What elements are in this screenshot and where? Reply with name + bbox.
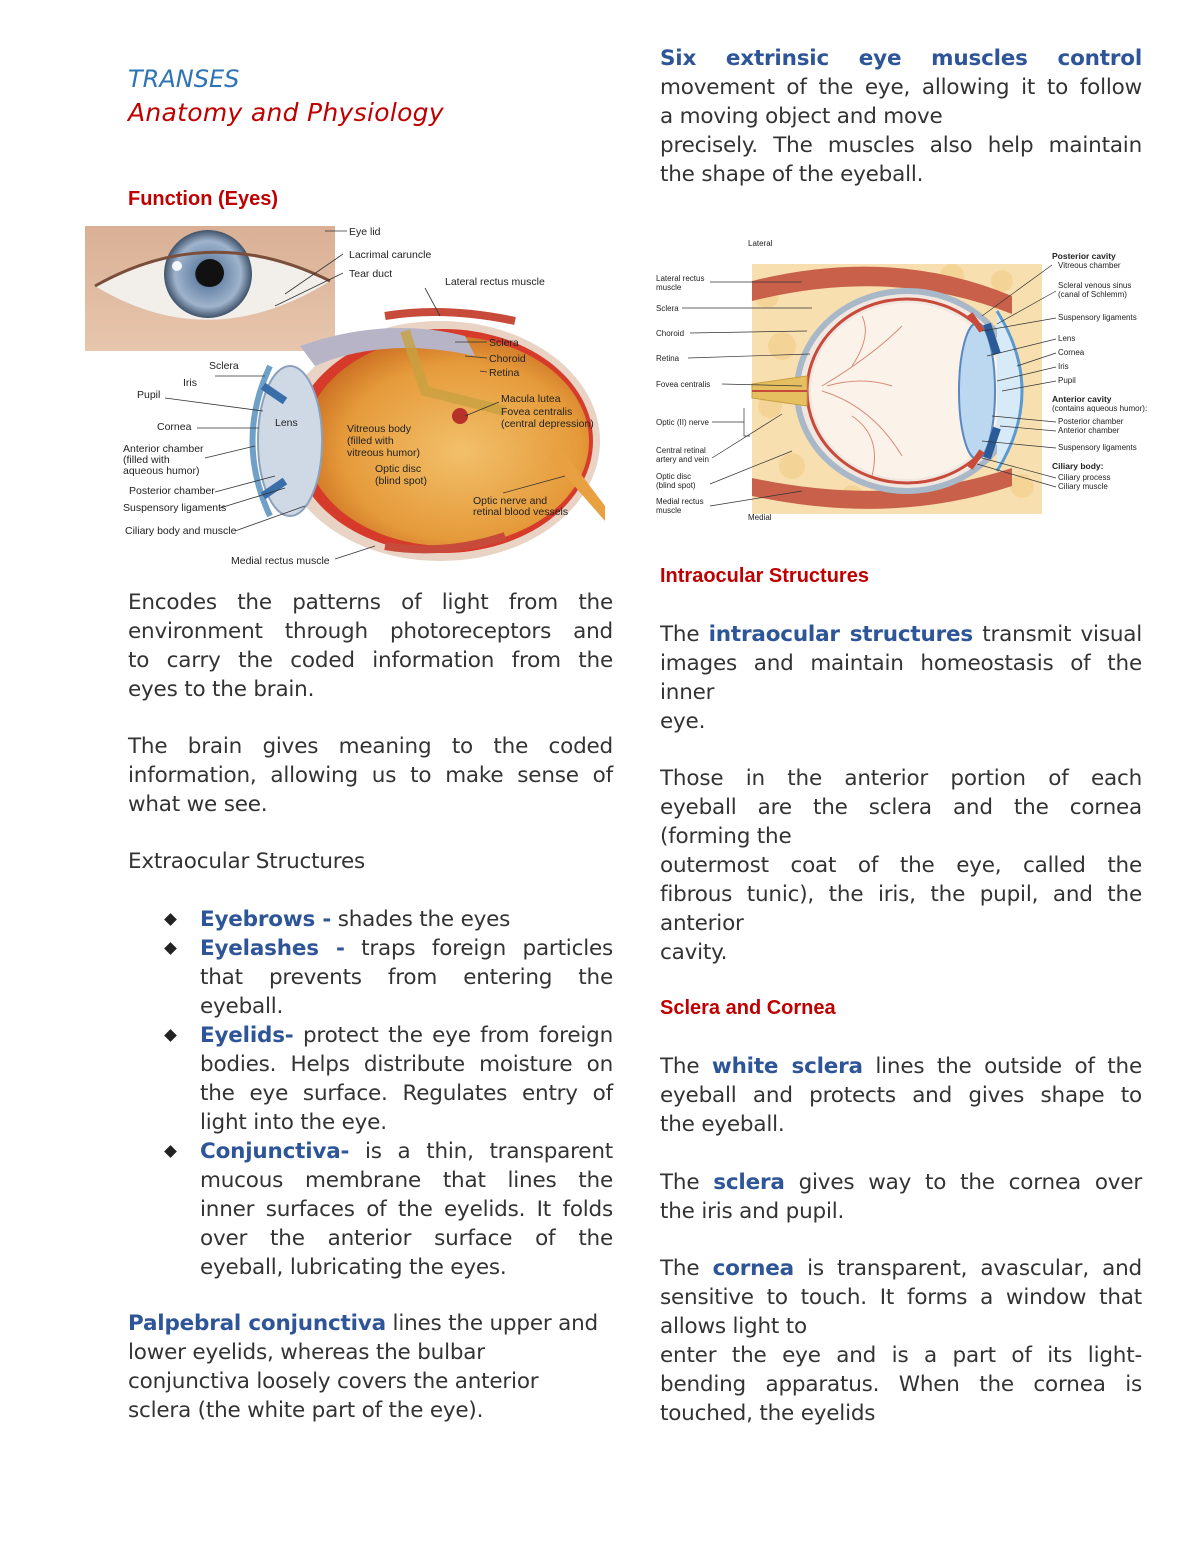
text-line: eyes to the brain. [128, 677, 315, 702]
diamond-bullet-icon [164, 913, 177, 926]
label-sclera-top: Sclera [489, 337, 519, 349]
label-scleral2: (canal of Schlemm) [1058, 290, 1127, 299]
text-line: allows light to [660, 1314, 807, 1339]
function-heading: Function (Eyes) [128, 188, 279, 210]
label-ant3: aqueous humor) [123, 465, 200, 477]
label-central2: artery and vein [656, 455, 709, 464]
text-line: Those in the anterior portion of each [660, 766, 1142, 791]
label-optic-nerve: Optic (II) nerve [656, 418, 709, 427]
cornea-paragraph: The cornea is transparent, avascular, and sensitive to touch. It forms a window that allows light to enter the eye and is a part of its light- bending apparatus. When the cornea is touched, the eyelids [660, 1256, 1142, 1426]
eye-cross-section-diagram [652, 236, 1162, 526]
text-line: (forming the [660, 824, 792, 849]
text-line: eyeball and protects and gives shape to [660, 1083, 1142, 1108]
label-choroid: Choroid [656, 329, 685, 338]
white-sclera-paragraph: The white sclera lines the outside of the eyeball and protects and gives shape to the eyeball. [660, 1054, 1142, 1137]
text-line: the shape of the eyeball. [660, 162, 924, 187]
label-optic-disc1: Optic disc [375, 463, 422, 475]
text-line: inner [660, 680, 715, 705]
palpebral-term: Palpebral conjunctiva [128, 1311, 386, 1336]
label-ant-cavity2: (contains aqueous humor): [1052, 404, 1148, 413]
label-fovea1: Fovea centralis [501, 406, 573, 418]
label-eyelid: Eye lid [349, 226, 381, 238]
list-item: Eyelids- protect the eye from foreign bodies. Helps distribute moisture on the eye surface. Regulates entry of light into the eye. [128, 1021, 613, 1137]
text-line: movement of the eye, allowing it to follow [660, 75, 1142, 100]
label-ant-chamber: Anterior chamber [1058, 426, 1120, 435]
text-line: touched, the eyelids [660, 1401, 876, 1426]
label-retina: Retina [656, 354, 680, 363]
label-optic-disc2: (blind spot) [375, 475, 427, 487]
text-line: environment through photoreceptors and [128, 619, 613, 644]
doc-title: TRANSES [128, 65, 240, 93]
label-lens: Lens [1058, 334, 1076, 343]
text-line: sclera (the white part of the eye). [128, 1398, 484, 1423]
white-sclera-term: white sclera [711, 1054, 863, 1079]
label-disc2: (blind spot) [656, 481, 696, 490]
label-lateral: Lateral [748, 239, 773, 248]
diamond-bullet-icon [164, 1029, 177, 1042]
eye-anatomy-figure [85, 226, 605, 571]
text-line: the iris and pupil. [660, 1199, 845, 1224]
label-tearduct: Tear duct [349, 268, 393, 280]
text-line: enter the eye and is a part of its light- [660, 1343, 1142, 1368]
label-ciliary: Ciliary body and muscle [125, 525, 237, 537]
text-line: Encodes the patterns of light from the [128, 590, 613, 615]
text-line: images and maintain homeostasis of the [660, 651, 1142, 676]
text-line: conjunctiva loosely covers the anterior [128, 1369, 539, 1394]
doc-subtitle: Anatomy and Physiology [128, 98, 444, 127]
text-line: fibrous tunic), the iris, the pupil, and the [660, 882, 1142, 907]
label-post-chamber: Posterior chamber [129, 485, 215, 497]
list-item: Eyelashes - traps foreign particles that prevents from entering the eyeball. [128, 934, 613, 1021]
intraocular-term: intraocular structures [708, 622, 974, 647]
eye-cross-section-figure [652, 236, 1162, 526]
label-vitreous1: Vitreous body [347, 423, 412, 435]
list-item: Conjunctiva- is a thin, transparent mucous membrane that lines the inner surfaces of the eyelids. It folds over the anterior surface of the eyeball, lubricating the eyes. [128, 1137, 613, 1282]
label-sclera: Sclera [656, 304, 679, 313]
text-line: The brain gives meaning to the coded [128, 734, 613, 759]
eye-anatomy-diagram [85, 226, 605, 571]
diamond-bullet-icon [164, 942, 177, 955]
label-lacrimal: Lacrimal caruncle [349, 249, 432, 261]
label-vitreous3: vitreous humor) [347, 447, 420, 459]
intraocular-heading: Intraocular Structures [660, 565, 869, 587]
label-suspensory: Suspensory ligaments [123, 502, 227, 514]
label-sclera-left: Sclera [209, 360, 239, 372]
label-lateral-rectus: Lateral rectus muscle [445, 276, 545, 288]
sclera-term: sclera [713, 1170, 785, 1195]
label-optic-nerve2: retinal blood vessels [473, 506, 569, 518]
text-line: eyeball are the sclera and the cornea [660, 795, 1142, 820]
label-fovea2: (central depression) [501, 418, 594, 430]
text-line: bending apparatus. When the cornea is [660, 1372, 1142, 1397]
label-med-rectus2: muscle [656, 506, 682, 515]
extraocular-list [128, 905, 613, 1282]
label-lat-rectus2: muscle [656, 283, 682, 292]
text-line: a moving object and move [660, 104, 943, 129]
label-optic-nerve1: Optic nerve and [473, 495, 548, 507]
diamond-bullet-icon [164, 1145, 177, 1158]
label-medial-rectus: Medial rectus muscle [231, 555, 330, 567]
muscles-paragraph [660, 44, 1142, 189]
function-paragraph [128, 588, 613, 704]
label-macula: Macula lutea [501, 393, 561, 405]
label-ant-cavity: Anterior cavity [1052, 394, 1112, 404]
label-iris: Iris [183, 377, 197, 389]
label-disc1: Optic disc [656, 472, 692, 481]
text-line: lower eyelids, whereas the bulbar [128, 1340, 485, 1365]
label-susp2: Suspensory ligaments [1058, 443, 1137, 452]
label-post-chamber: Posterior chamber [1058, 417, 1124, 426]
label-central1: Central retinal [656, 446, 706, 455]
label-cornea: Cornea [157, 421, 192, 433]
cornea-term: cornea [712, 1256, 794, 1281]
label-ant2: (filled with [123, 454, 170, 466]
label-scleral1: Scleral venous sinus [1058, 281, 1132, 290]
label-pupil: Pupil [1058, 376, 1076, 385]
label-vitreous2: (filled with [347, 435, 394, 447]
text-line: what we see. [128, 792, 268, 817]
text-line: outermost coat of the eye, called the [660, 853, 1142, 878]
label-retina: Retina [489, 367, 520, 379]
label-ciliary-process: Ciliary process [1058, 473, 1111, 482]
label-pupil: Pupil [137, 389, 161, 401]
label-med-rectus1: Medial rectus [656, 497, 704, 506]
list-item: Eyebrows - shades the eyes [128, 905, 613, 934]
label-post-cavity: Posterior cavity [1052, 251, 1116, 261]
extraocular-heading: Extraocular Structures [128, 849, 365, 874]
label-iris: Iris [1058, 362, 1069, 371]
label-lat-rectus1: Lateral rectus [656, 274, 705, 283]
label-ant1: Anterior chamber [123, 443, 204, 455]
label-ciliary-muscle: Ciliary muscle [1058, 482, 1108, 491]
text-line: the eyeball. [660, 1112, 785, 1137]
muscles-term: Six extrinsic eye muscles control [660, 46, 1142, 71]
text-line: sensitive to touch. It forms a window that [660, 1285, 1142, 1310]
text-line: to carry the coded information from the [128, 648, 613, 673]
text-line: cavity. [660, 940, 728, 965]
intraocular-paragraph: The intraocular structures transmit visual images and maintain homeostasis of the inner eye. [660, 622, 1143, 734]
text-line: eye. [660, 709, 706, 734]
label-ciliary: Ciliary body: [1052, 461, 1104, 471]
text-line: anterior [660, 911, 744, 936]
label-fovea: Fovea centralis [656, 380, 711, 389]
palpebral-paragraph: Palpebral conjunctiva lines the upper and lower eyelids, whereas the bulbar conjunctiva loosely covers the anterior sclera (the white part of the eye). [128, 1309, 613, 1425]
text-line: precisely. The muscles also help maintain [660, 133, 1142, 158]
sclera-cornea-heading: Sclera and Cornea [660, 997, 836, 1019]
label-lens: Lens [275, 417, 298, 429]
label-cornea: Cornea [1058, 348, 1085, 357]
label-susp1: Suspensory ligaments [1058, 313, 1137, 322]
sclera-paragraph: The sclera gives way to the cornea over the iris and pupil. [660, 1170, 1142, 1224]
label-choroid: Choroid [489, 353, 526, 365]
label-medial: Medial [748, 513, 772, 522]
label-vitreous: Vitreous chamber [1058, 261, 1121, 270]
anterior-paragraph [660, 764, 1142, 967]
text-line: information, allowing us to make sense of [128, 763, 613, 788]
brain-paragraph [128, 732, 613, 819]
